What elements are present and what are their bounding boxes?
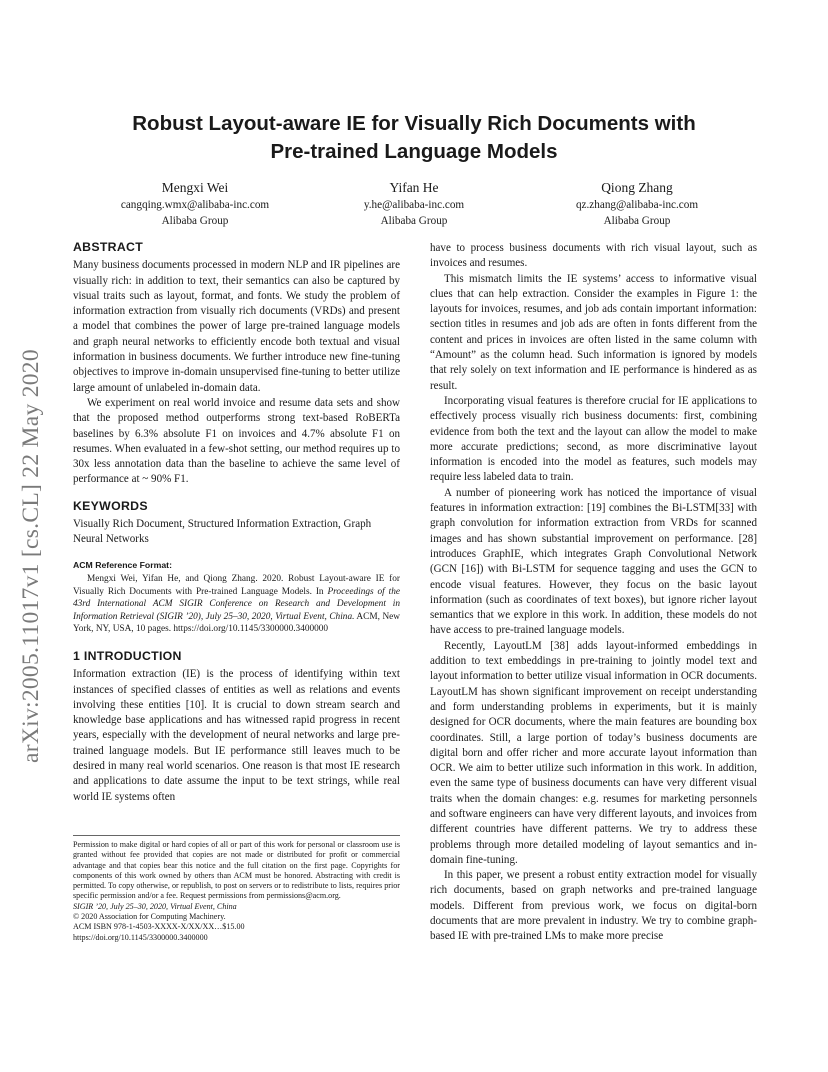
acm-reference-text — [73, 573, 400, 636]
introduction-heading: 1 INTRODUCTION — [73, 648, 182, 663]
body-paragraph-1: This mismatch limits the IE systems’ access to informative visual clues that can help extraction. Consider the examples in Figure 1: the layouts for invoices, resumes, and job ads contain important information: section titles in resumes and job ads are often in fonts different from the content and prices in invoices are often listed in the same column with “Amount” as the column head. Such information is ignored by models that rely solely on text information and IE performance is hindered as as result. — [430, 272, 757, 392]
body-paragraph-3: A number of pioneering work has noticed the importance of visual features in information extraction: [19] combines the Bi-LSTM[33] with graph convolution for information extraction from VRDs for scanned images and has shown substantial improvement on performance. [28] introduces GraphIE, which integrates Graph Convolutional Network (GCN [16]) with Bi-LSTM for sequence tagging and uses the GCN to encode visual features. However, they focus on the basic layout information (such as coordinates of text boxes), but ignore richer layout semantics that we explore in this work. In addition, these models do not have access to pre-trained language models. — [430, 486, 757, 637]
abstract-heading: ABSTRACT — [73, 240, 144, 254]
copyright-footnote — [73, 835, 400, 943]
title-line-1: Robust Layout-aware IE for Visually Rich Documents with — [132, 112, 696, 135]
author-email: cangqing.wmx@alibaba-inc.com — [120, 199, 270, 211]
body-paragraph-4: Recently, LayoutLM [38] adds layout-informed embeddings in addition to text embeddings in pre-training to jointly model text and layout information to better utilize visual information in OCR documents. LayoutLM has shown significant improvement on receipt understanding and form understanding problems in experiments, but it is mainly designed for OCR documents, where the main features are bounding box coordinates. Still, a large portion of today’s business documents are digital born and offer richer and more accurate layout information than OCR. We aim to better utilize such information in this work. In addition, even the same type of business documents can have very different visual traits when the domain changes: e.g. resumes for marketing personnels and software engineers can have very different layouts, and invoices from different countries have different patterns. We try to address these problems through more detailed modeling of layout semantics and in-domain fine-tuning. — [430, 639, 757, 866]
footnote-conference: SIGIR ’20, July 25–30, 2020, Virtual Event, China — [73, 901, 237, 911]
author-affiliation: Alibaba Group — [603, 215, 671, 227]
abstract-paragraph-1: Many business documents processed in modern NLP and IR pipelines are visually rich: in addition to text, their semantics can also be captured by visual traits such as layout, format, and fonts. We study the problem of information extraction from visually rich documents (VRDs) and present a model that combines the power of large pre-trained language models and graph neural networks to efficiently encode both textual and visual information in business documents. We further introduce new fine-tuning objectives to improve in-domain unsupervised fine-tuning to better utilize large amount of unlabeled in-domain data. — [73, 259, 400, 394]
left-column — [73, 240, 400, 805]
keywords-text: Visually Rich Document, Structured Information Extraction, Graph Neural Networks — [73, 518, 372, 546]
body-paragraph-continued: have to process business documents with rich visual layout, such as invoices and resumes. — [430, 242, 757, 270]
footnote-doi: https://doi.org/10.1145/3300000.3400000 — [73, 932, 208, 942]
arxiv-stamp-text: arXiv:2005.11017v1 [cs.CL] 22 May 2020 — [18, 349, 44, 763]
keywords-heading: KEYWORDS — [73, 498, 148, 513]
title-line-2: Pre-trained Language Models — [270, 140, 558, 163]
author-2 — [314, 179, 514, 229]
abstract-paragraph-2: We experiment on real world invoice and resume data sets and show that the proposed method outperforms strong text-based RoBERTa baselines by 6.3% absolute F1 on invoices and 4.7% absolute F1 on resumes. When evaluated in a few-shot setting, our method requires up to 30x less annotation data than the baseline to achieve the same level of performance at ~ 90% F1. — [73, 396, 400, 486]
acm-reference-heading: ACM Reference Format: — [73, 559, 172, 570]
author-name: Qiong Zhang — [601, 180, 673, 195]
author-email: qz.zhang@alibaba-inc.com — [575, 199, 699, 211]
footnote-permission: Permission to make digital or hard copies of all or part of this work for personal or classroom use is granted without fee provided that copies are not made or distributed for profit or commercial advantage and that copies bear this notice and the full citation on the first page. Copyrights for components of this work owned by others than ACM must be honored. Abstracting with credit is permitted. To copy otherwise, or republish, to post on servers or to redistribute to lists, requires prior specific permission and/or a fee. Request permissions from permissions@acm.org. — [73, 840, 400, 901]
acm-ref-proceedings: Proceedings of the 43rd International ACM SIGIR Conference on Research and Development in Information Retrieval (SIGIR ’20), July 25–30, 2020, Virtual Event, China. — [73, 586, 400, 622]
introduction-paragraph-1: Information extraction (IE) is the process of identifying within text instances of specified classes of entities as well as relations and events involving these entities [10]. It is crucial to down stream search and knowledge base applications and has witnessed rapid progress in recent years, especially with the development of neural networks and large pre-trained language models. But IE performance still leaves much to be desired in many real world scenarios. One reason is that most IE research and applications to date assume the input to be text strings, while real world IE systems often — [73, 668, 400, 803]
author-affiliation: Alibaba Group — [161, 215, 229, 227]
acm-ref-plain-1: Mengxi Wei, Yifan He, and Qiong Zhang. 2020. Robust Layout-aware IE for Visually Rich Documents with Pre-trained Language Models. In — [73, 573, 400, 597]
author-email: y.he@alibaba-inc.com — [363, 199, 465, 211]
arxiv-stamp — [18, 283, 58, 763]
author-name: Yifan He — [389, 180, 439, 195]
author-1 — [95, 179, 295, 229]
paper-title — [70, 110, 758, 166]
body-paragraph-2: Incorporating visual features is therefore crucial for IE applications to effectively process visually rich business documents: first, combining evidence from both the text and the layout can allow the model to make more accurate predictions; second, as more discriminative layout information is encoded into the model as features, such models may require less labeled data to train. — [430, 394, 757, 484]
acm-ref-plain-2: ACM, New York, NY, USA, 10 pages. https://doi.org/10.1145/3300000.3400000 — [73, 611, 400, 635]
body-paragraph-5: In this paper, we present a robust entity extraction model for visually rich documents, based on graph networks and pre-trained language models. Different from previous work, we focus on digital-born documents that are more prevalent in industry. We try to combine graph-based IE with pre-trained LMs to make more precise — [430, 869, 757, 943]
footnote-copyright: © 2020 Association for Computing Machinery. — [73, 912, 226, 922]
author-name: Mengxi Wei — [161, 180, 229, 195]
footnote-isbn: ACM ISBN 978-1-4503-XXXX-X/XX/XX…$15.00 — [73, 922, 245, 932]
right-column — [430, 241, 757, 945]
author-affiliation: Alibaba Group — [380, 215, 448, 227]
author-3 — [537, 179, 737, 229]
